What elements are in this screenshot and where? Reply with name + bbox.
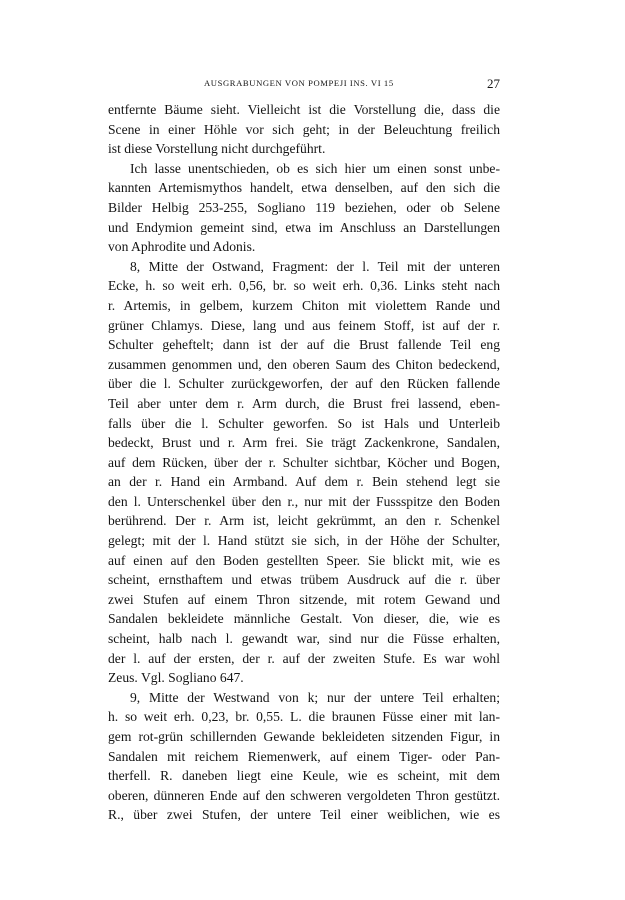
running-title: AUSGRABUNGEN VON POMPEJI INS. VI 15 — [204, 78, 394, 88]
text-line: falls über die l. Schulter geworfen. So ist Hals und Unterleib — [108, 415, 500, 431]
text-line: und Endymion gemeint sind, etwa im Anschluss an Darstellungen — [108, 219, 500, 235]
text-line: an der r. Hand ein Armband. Auf dem r. Bein stehend legt sie — [108, 474, 500, 490]
text-line: 8, Mitte der Ostwand, Fragment: der l. Teil mit der unteren — [130, 258, 500, 274]
body-text — [108, 100, 500, 825]
text-line: grüner Chlamys. Diese, lang und aus feinem Stoff, ist auf der r. — [108, 317, 500, 333]
text-line: von Aphrodite und Adonis. — [108, 239, 256, 255]
text-line: scheint, ernsthaftem und etwas trübem Ausdruck auf die r. über — [108, 572, 500, 588]
text-line: über die l. Schulter zurückgeworfen, der auf den Rücken fallende — [108, 376, 500, 392]
text-line: Scene in einer Höhle vor sich geht; in der Beleuchtung freilich — [108, 121, 500, 137]
text-line: Sandalen mit reichem Riemenwerk, auf einem Tiger- oder Pan- — [108, 748, 500, 764]
text-line: der l. auf der ersten, der r. auf der zweiten Stufe. Es war wohl — [108, 650, 500, 666]
text-line: gem rot-grün schillernden Gewande bekleideten sitzenden Figur, in — [108, 729, 500, 744]
text-line: kannten Artemismythos handelt, etwa denselben, auf den sich die — [108, 180, 500, 196]
text-line: 9, Mitte der Westwand von k; nur der untere Teil erhalten; — [130, 689, 500, 705]
text-line: bedeckt, Brust und r. Arm frei. Sie trägt Zackenkrone, Sandalen, — [108, 435, 500, 451]
text-line: Teil aber unter dem r. Arm durch, die Brust frei lassend, eben- — [108, 395, 500, 411]
text-line: Bilder Helbig 253-255, Sogliano 119 beziehen, oder ob Selene — [108, 199, 500, 215]
text-line: gelegt; mit der l. Hand stützt sie sich, in der Höhe der Schulter, — [108, 533, 500, 549]
text-line: Ecke, h. so weit erh. 0,56, br. so weit erh. 0,36. Links steht nach — [108, 278, 500, 294]
text-line: auf dem Rücken, über der r. Schulter sichtbar, Köcher und Bogen, — [108, 454, 500, 470]
text-line: Sandalen bekleidete männliche Gestalt. Von dieser, die, wie es — [108, 611, 500, 627]
text-line: R., über zwei Stufen, der untere Teil einer weiblichen, wie es — [108, 807, 500, 823]
text-line: Ich lasse unentschieden, ob es sich hier um einen sonst unbe- — [130, 160, 500, 176]
text-line: ist diese Vorstellung nicht durchgeführt. — [108, 141, 326, 157]
text-line: zusammen genommen und, den oberen Saum des Chiton bedeckend, — [108, 356, 500, 372]
text-line: entfernte Bäume sieht. Vielleicht ist die Vorstellung die, dass die — [108, 102, 500, 117]
text-line: scheint, halb nach l. gewandt war, sind nur die Füsse erhalten, — [108, 631, 500, 647]
text-line: therfell. R. daneben liegt eine Keule, wie es scheint, mit dem — [108, 768, 500, 784]
text-line: h. so weit erh. 0,23, br. 0,55. L. die braunen Füsse einer mit lan- — [108, 709, 500, 725]
text-line: Schulter geheftelt; dann ist der auf die Brust fallende Teil eng — [108, 337, 500, 353]
text-line: auf einen auf den Boden gestellten Speer. Sie blickt mit, wie es — [108, 552, 500, 568]
text-line: oberen, dünneren Ende auf den schweren vergoldeten Thron gestützt. — [108, 787, 500, 803]
text-line: den l. Unterschenkel über den r., nur mit der Fussspitze den Boden — [108, 493, 500, 509]
text-line: r. Artemis, in gelbem, kurzem Chiton mit violettem Rande und — [108, 297, 500, 313]
running-header — [108, 76, 500, 92]
text-line: zwei Stufen auf einem Thron sitzende, mit rotem Gewand und — [108, 591, 500, 607]
text-line: berührend. Der r. Arm ist, leicht gekrümmt, an den r. Schenkel — [108, 513, 500, 529]
text-line: Zeus. Vgl. Sogliano 647. — [108, 670, 244, 686]
page-number: 27 — [487, 76, 500, 91]
